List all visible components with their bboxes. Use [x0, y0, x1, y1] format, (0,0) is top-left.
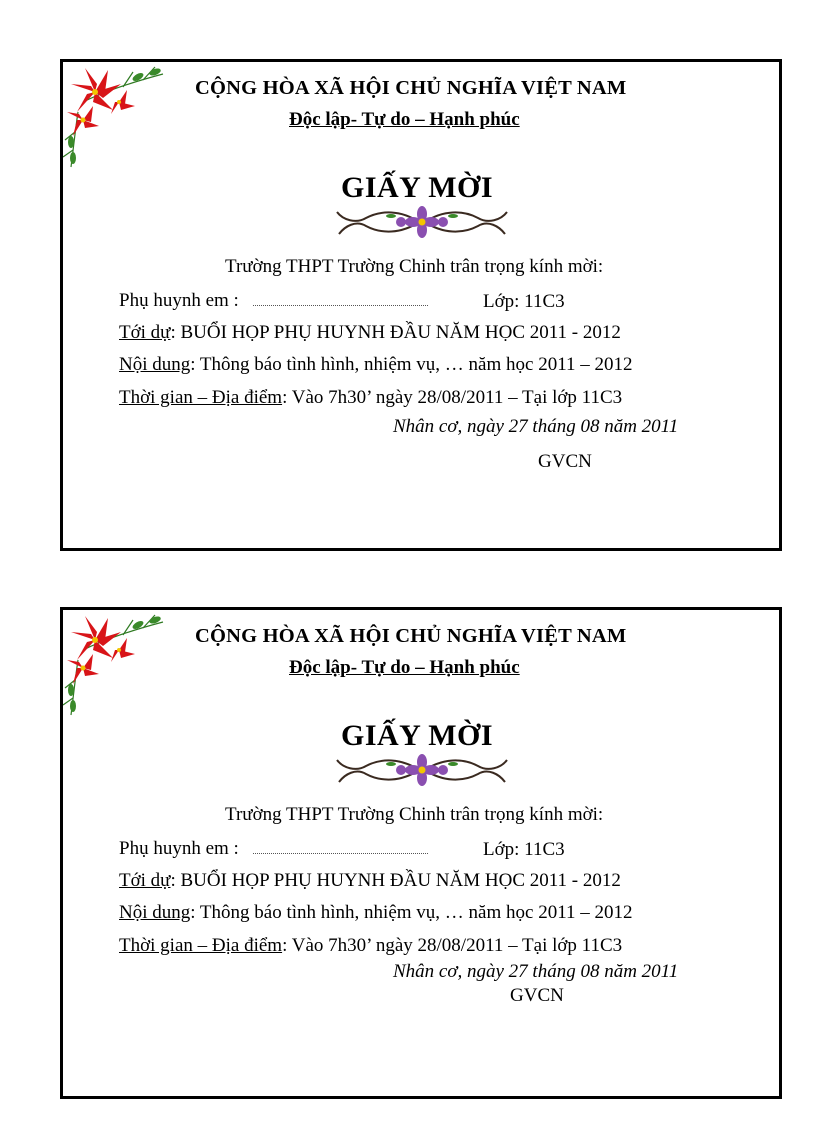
time-place-row	[119, 388, 622, 407]
place-date: Nhân cơ, ngày 27 tháng 08 năm 2011	[393, 416, 679, 437]
time-place-row	[119, 936, 622, 955]
parent-label: Phụ huynh em :	[119, 290, 239, 311]
content-row	[119, 355, 633, 374]
time-place-value: : Vào 7h30’ ngày 28/08/2011 – Tại lớp 11C3	[282, 387, 623, 408]
content-value: : Thông báo tình hình, nhiệm vụ, … năm học 2011 – 2012	[190, 354, 633, 375]
purpose-label: Tới dự	[119, 870, 171, 891]
signer: GVCN	[510, 985, 564, 1006]
national-heading: CỘNG HÒA XÃ HỘI CHỦ NGHĨA VIỆT NAM	[195, 625, 627, 647]
document-title: GIẤY MỜI	[341, 719, 494, 752]
time-place-label: Thời gian – Địa điểm	[119, 387, 283, 408]
invitation-card-2	[60, 607, 782, 1099]
invitation-line: Trường THPT Trường Chinh trân trọng kính mời:	[225, 256, 604, 277]
content-label: Nội dung	[119, 354, 191, 375]
poinsettia-corner-icon	[63, 62, 173, 172]
signer: GVCN	[538, 451, 592, 472]
parent-name-row	[119, 291, 440, 310]
invitation-card-1	[60, 59, 782, 551]
purpose-value: : BUỔI HỌP PHỤ HUYNH ĐẦU NĂM HỌC 2011 - 2012	[170, 870, 621, 891]
poinsettia-corner-icon	[63, 610, 173, 720]
class-label: Lớp: 11C3	[483, 291, 565, 312]
purpose-row	[119, 323, 621, 342]
content-label: Nội dung	[119, 902, 191, 923]
class-label: Lớp: 11C3	[483, 839, 565, 860]
flourish-divider-icon	[331, 750, 513, 790]
parent-name-blank[interactable]	[253, 839, 428, 854]
national-motto: Độc lập- Tự do – Hạnh phúc	[289, 109, 520, 130]
content-value: : Thông báo tình hình, nhiệm vụ, … năm học 2011 – 2012	[190, 902, 633, 923]
document-title: GIẤY MỜI	[341, 171, 494, 204]
time-place-value: : Vào 7h30’ ngày 28/08/2011 – Tại lớp 11C3	[282, 935, 623, 956]
invitation-line: Trường THPT Trường Chinh trân trọng kính mời:	[225, 804, 604, 825]
national-motto: Độc lập- Tự do – Hạnh phúc	[289, 657, 520, 678]
purpose-label: Tới dự	[119, 322, 171, 343]
purpose-row	[119, 871, 621, 890]
purpose-value: : BUỔI HỌP PHỤ HUYNH ĐẦU NĂM HỌC 2011 - 2012	[170, 322, 621, 343]
content-row	[119, 903, 633, 922]
parent-name-blank[interactable]	[253, 291, 428, 306]
parent-name-row	[119, 839, 440, 858]
place-date: Nhân cơ, ngày 27 tháng 08 năm 2011	[393, 961, 679, 982]
flourish-divider-icon	[331, 202, 513, 242]
time-place-label: Thời gian – Địa điểm	[119, 935, 283, 956]
national-heading: CỘNG HÒA XÃ HỘI CHỦ NGHĨA VIỆT NAM	[195, 77, 627, 99]
parent-label: Phụ huynh em :	[119, 838, 239, 859]
